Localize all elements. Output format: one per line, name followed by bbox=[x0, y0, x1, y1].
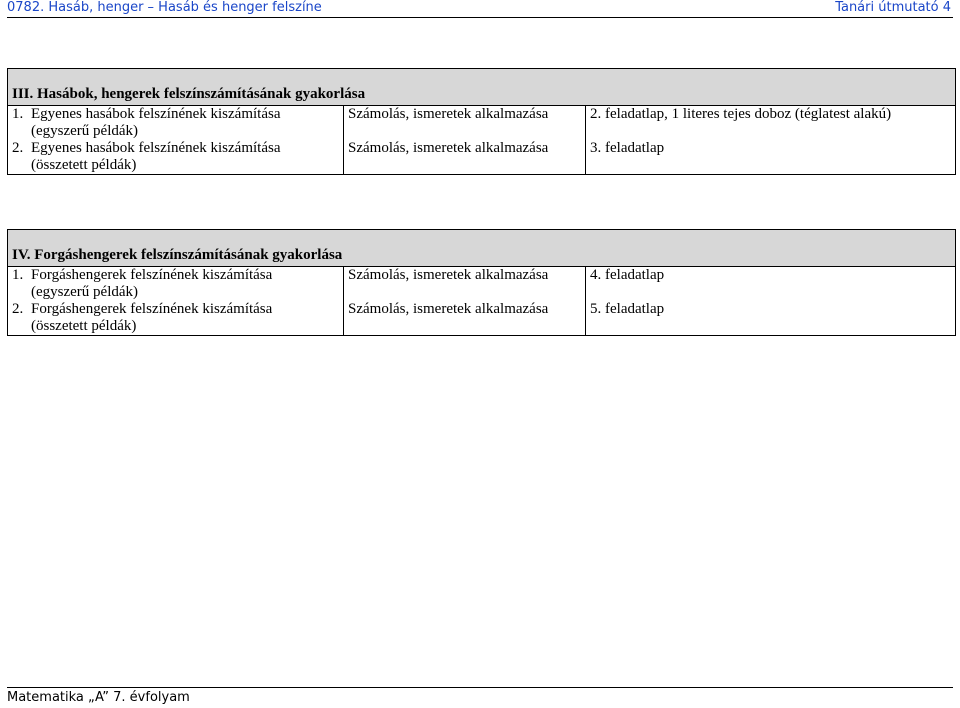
row-number: 2. bbox=[12, 301, 24, 317]
page-header bbox=[7, 0, 953, 18]
topic-cell bbox=[8, 267, 344, 302]
table-row bbox=[8, 267, 956, 302]
topic-subtext: (egyszerű példák) bbox=[31, 123, 139, 139]
header-title: 0782. Hasáb, henger – Hasáb és henger felszíne bbox=[7, 0, 322, 15]
topic-text: Forgáshengerek felszínének kiszámítása bbox=[31, 267, 273, 283]
row-number: 2. bbox=[12, 140, 24, 156]
material-cell: 3. feladatlap bbox=[586, 140, 956, 175]
skill-cell: Számolás, ismeretek alkalmazása bbox=[344, 301, 586, 336]
row-number: 1. bbox=[12, 106, 24, 122]
topic-cell bbox=[8, 301, 344, 336]
section-title-row bbox=[8, 69, 956, 106]
material-cell: 5. feladatlap bbox=[586, 301, 956, 336]
section-title-row bbox=[8, 230, 956, 267]
topic-cell bbox=[8, 106, 344, 141]
topic-text: Egyenes hasábok felszínének kiszámítása bbox=[31, 106, 281, 122]
section-table-iii bbox=[7, 68, 956, 175]
topic-text: Egyenes hasábok felszínének kiszámítása bbox=[31, 140, 281, 156]
table-row bbox=[8, 140, 956, 175]
skill-cell: Számolás, ismeretek alkalmazása bbox=[344, 106, 586, 141]
section-title: IV. Forgáshengerek felszínszámításának gyakorlása bbox=[8, 230, 956, 267]
page-footer bbox=[7, 687, 953, 705]
material-cell: 2. feladatlap, 1 literes tejes doboz (téglatest alakú) bbox=[586, 106, 956, 141]
row-number: 1. bbox=[12, 267, 24, 283]
topic-subtext: (egyszerű példák) bbox=[31, 284, 139, 300]
material-cell: 4. feladatlap bbox=[586, 267, 956, 302]
skill-cell: Számolás, ismeretek alkalmazása bbox=[344, 140, 586, 175]
footer-text: Matematika „A” 7. évfolyam bbox=[7, 690, 190, 705]
section-title: III. Hasábok, hengerek felszínszámításának gyakorlása bbox=[8, 69, 956, 106]
topic-subtext: (összetett példák) bbox=[31, 157, 137, 173]
table-row bbox=[8, 106, 956, 141]
table-row bbox=[8, 301, 956, 336]
header-page-label: Tanári útmutató 4 bbox=[835, 0, 951, 15]
topic-subtext: (összetett példák) bbox=[31, 318, 137, 334]
skill-cell: Számolás, ismeretek alkalmazása bbox=[344, 267, 586, 302]
topic-text: Forgáshengerek felszínének kiszámítása bbox=[31, 301, 273, 317]
section-table-iv bbox=[7, 229, 956, 336]
topic-cell bbox=[8, 140, 344, 175]
